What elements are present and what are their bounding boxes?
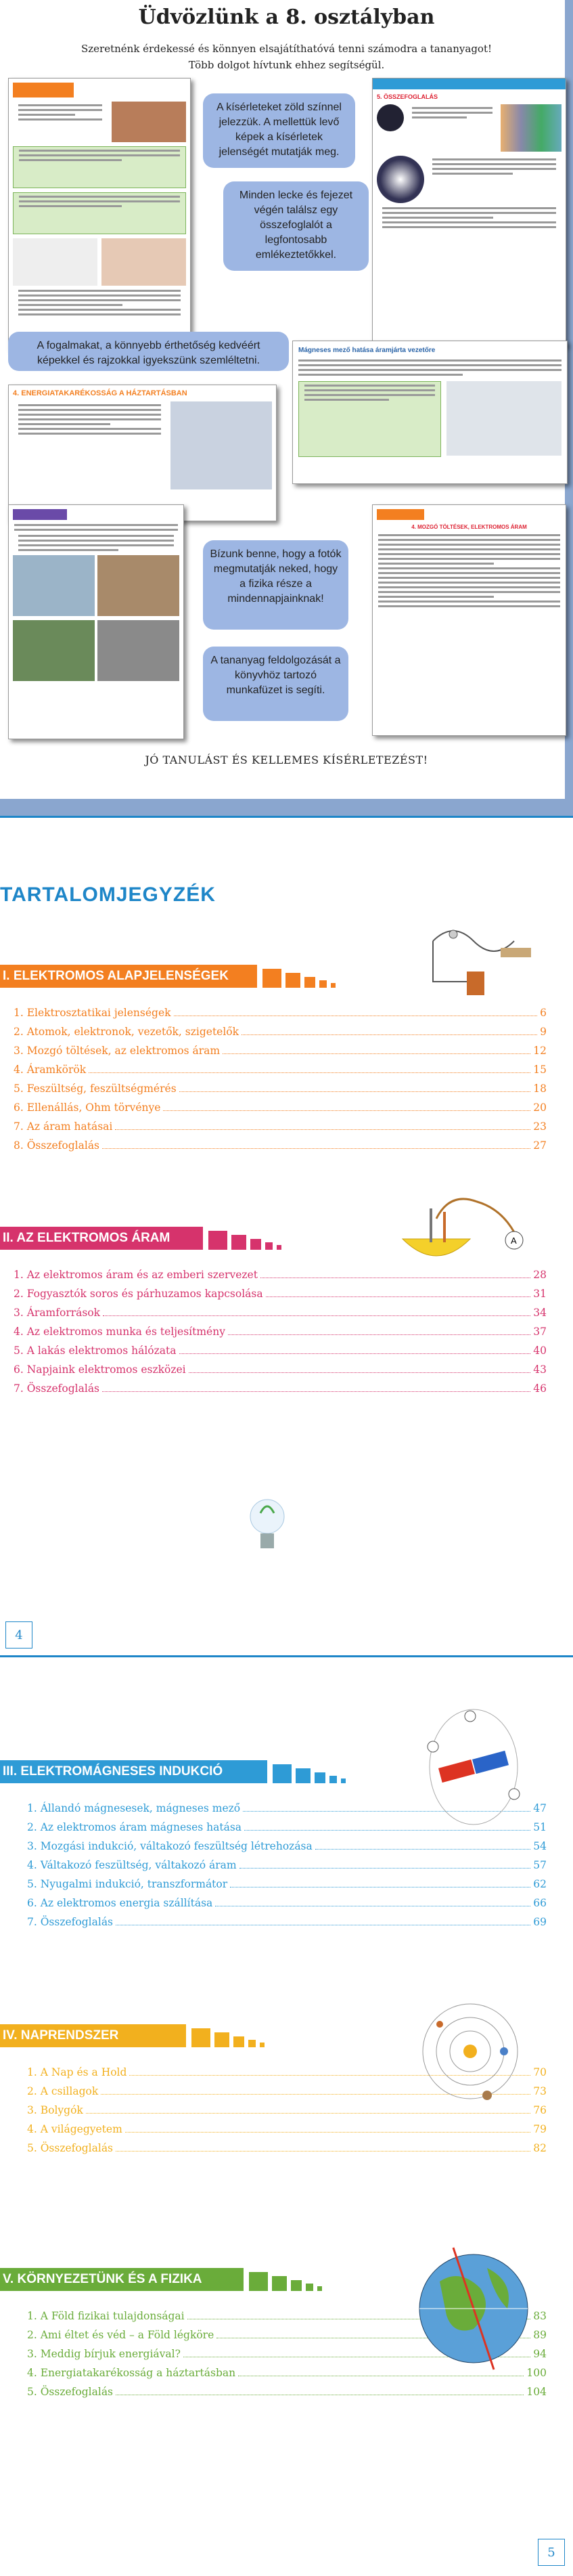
toc-entry-label: 4. Energiatakarékosság a háztartásban bbox=[27, 2367, 236, 2379]
toc-entry-page: 46 bbox=[533, 1382, 547, 1395]
toc-entry-label: 5. Feszültség, feszültségmérés bbox=[14, 1083, 177, 1095]
chapter-heading: III. ELEKTROMÁGNESES INDUKCIÓ bbox=[0, 1760, 267, 1783]
thumbnail-energy-page bbox=[8, 385, 277, 521]
decorative-square bbox=[291, 2280, 302, 2291]
thumb-summary-title: 5. ÖSSZEFOGLALÁS bbox=[377, 93, 438, 100]
toc-dot-leader bbox=[239, 1858, 531, 1869]
toc-entry[interactable] bbox=[14, 1324, 547, 1339]
decorative-square bbox=[329, 1776, 337, 1783]
info-bubble-workbook: A tananyag feldolgozását a könyvhöz tartozó munkafüzet is segíti. bbox=[203, 647, 348, 721]
info-bubble-concepts: A fogalmakat, a könnyebb érthetőség kedvéért képekkel és rajzokkal igyekszünk szemléltetni. bbox=[8, 332, 289, 371]
chapter-heading: V. KÖRNYEZETÜNK ÉS A FIZIKA bbox=[0, 2268, 244, 2291]
toc-entry-page: 62 bbox=[533, 1878, 547, 1890]
svg-text:A: A bbox=[511, 1236, 517, 1246]
toc-entry[interactable] bbox=[27, 1877, 547, 1892]
toc-entry-label: 1. Az elektromos áram és az emberi szervezet bbox=[14, 1269, 258, 1281]
decorative-square bbox=[233, 2036, 244, 2047]
page-number-right: 5 bbox=[538, 2539, 565, 2566]
toc-entry-page: 51 bbox=[533, 1821, 547, 1833]
toc-entry-label: 3. Meddig bírjuk energiával? bbox=[27, 2348, 181, 2360]
toc-entry-label: 7. Az áram hatásai bbox=[14, 1120, 113, 1133]
toc-entry-page: 47 bbox=[533, 1802, 547, 1814]
toc-entry-page: 104 bbox=[526, 2386, 547, 2398]
chapter-heading: II. AZ ELEKTROMOS ÁRAM bbox=[0, 1227, 203, 1250]
toc-entry[interactable] bbox=[14, 1119, 547, 1134]
decorative-square bbox=[262, 969, 281, 988]
toc-dot-leader bbox=[230, 1877, 530, 1887]
toc-dot-leader bbox=[242, 1024, 537, 1035]
info-bubble-experiments: A kísérleteket zöld színnel jelezzük. A mellettük levő képek a kísérletek jelenségét mutatják meg. bbox=[203, 93, 355, 168]
page-title: Üdvözlünk a 8. osztályban bbox=[138, 5, 435, 29]
toc-entry-page: 6 bbox=[540, 1007, 547, 1019]
toc-entry-label: 7. Összefoglalás bbox=[27, 1916, 114, 1928]
toc-entry-page: 70 bbox=[533, 2066, 547, 2078]
decorative-square bbox=[341, 1778, 346, 1783]
toc-entry-label: 1. Elektrosztatikai jelenségek bbox=[14, 1007, 171, 1019]
toc-entry[interactable] bbox=[14, 1043, 547, 1058]
toc-entry-label: 1. A Föld fizikai tulajdonságai bbox=[27, 2310, 185, 2322]
toc-entry-label: 8. Összefoglalás bbox=[14, 1139, 100, 1152]
toc-entry-label: 1. A Nap és a Hold bbox=[27, 2066, 127, 2078]
toc-entry[interactable] bbox=[14, 1362, 547, 1377]
thumb-circuit-title: 4. MOZGÓ TÖLTÉSEK, ELEKTROMOS ÁRAM bbox=[411, 524, 527, 530]
toc-dot-leader bbox=[174, 1005, 538, 1016]
toc-dot-leader bbox=[125, 2122, 530, 2133]
toc-entry-page: 43 bbox=[533, 1363, 547, 1376]
thumb-experiment-box bbox=[13, 146, 186, 188]
globe-illustration bbox=[413, 2241, 534, 2376]
toc-dot-leader bbox=[179, 1081, 531, 1092]
toc-entry-page: 66 bbox=[533, 1897, 547, 1909]
toc-entry[interactable] bbox=[14, 1005, 547, 1020]
decorative-square bbox=[306, 2284, 313, 2291]
toc-entry-label: 3. Mozgó töltések, az elektromos áram bbox=[14, 1045, 221, 1057]
toc-dot-leader bbox=[116, 2141, 530, 2152]
thumbnail-workbook-page bbox=[372, 504, 566, 736]
toc-entry-label: 5. A lakás elektromos hálózata bbox=[14, 1345, 177, 1357]
decorative-square bbox=[248, 2040, 256, 2047]
decorative-square bbox=[285, 973, 300, 988]
toc-entry[interactable] bbox=[27, 1915, 547, 1929]
decorative-square bbox=[265, 1242, 273, 1250]
decorative-square bbox=[272, 2276, 287, 2291]
toc-entry[interactable] bbox=[27, 2141, 547, 2156]
decorative-square bbox=[331, 983, 336, 988]
decorative-square bbox=[214, 2032, 229, 2047]
toc-entry-page: 34 bbox=[533, 1307, 547, 1319]
toc-dot-leader bbox=[266, 1286, 531, 1297]
decorative-square bbox=[315, 1772, 325, 1783]
toc-entry-page: 27 bbox=[533, 1139, 547, 1152]
toc-entry-label: 4. Váltakozó feszültség, váltakozó áram bbox=[27, 1859, 237, 1871]
toc-entry[interactable] bbox=[27, 1839, 547, 1854]
thumbnail-magnet-page bbox=[292, 341, 568, 484]
decorative-square bbox=[191, 2028, 210, 2047]
thumbnail-experiment-page bbox=[8, 78, 191, 350]
toc-entry-page: 100 bbox=[526, 2367, 547, 2379]
toc-entry[interactable] bbox=[14, 1138, 547, 1153]
toc-entry-page: 18 bbox=[533, 1083, 547, 1095]
toc-dot-leader bbox=[103, 1305, 530, 1316]
toc-dot-leader bbox=[228, 1324, 530, 1335]
thumb-chapter-tag bbox=[13, 83, 74, 97]
decorative-square bbox=[273, 1764, 292, 1783]
thumb-experiment-box bbox=[13, 192, 186, 234]
toc-dot-leader bbox=[189, 1362, 531, 1373]
decorative-square bbox=[296, 1768, 311, 1783]
thumb-photo bbox=[112, 102, 186, 142]
circuit-illustration bbox=[413, 914, 548, 1002]
toc-entry-label: 5. Nyugalmi indukció, transzformátor bbox=[27, 1878, 228, 1890]
toc-entry-label: 4. Az elektromos munka és teljesítmény bbox=[14, 1326, 225, 1338]
toc-dot-leader bbox=[163, 1100, 530, 1111]
info-bubble-summary: Minden lecke és fejezet végén találsz egy összefoglalót a legfontosabb emlékeztetőkkel. bbox=[223, 181, 369, 271]
chapter-heading: I. ELEKTROMOS ALAPJELENSÉGEK bbox=[0, 965, 257, 988]
toc-entry-label: 3. Bolygók bbox=[27, 2104, 83, 2116]
toc-entry-page: 57 bbox=[533, 1859, 547, 1871]
decorative-square bbox=[317, 2286, 322, 2291]
lemon-battery-illustration bbox=[389, 1178, 531, 1280]
toc-entry-label: 1. Állandó mágnesesek, mágneses mező bbox=[27, 1802, 241, 1814]
toc-entry-page: 31 bbox=[533, 1288, 547, 1300]
solar-system-illustration bbox=[413, 1997, 528, 2105]
thumbnail-summary-page bbox=[372, 78, 566, 347]
toc-dot-leader bbox=[116, 1915, 530, 1925]
decorative-square bbox=[260, 2043, 265, 2047]
toc-dot-leader bbox=[179, 1343, 531, 1354]
toc-entry-page: 23 bbox=[533, 1120, 547, 1133]
toc-entry-label: 7. Összefoglalás bbox=[14, 1382, 100, 1395]
toc-dot-leader bbox=[102, 1138, 530, 1149]
thumb-magnet-title: Mágneses mező hatása áramjárta vezetőre bbox=[298, 347, 436, 354]
toc-entry-label: 2. Ami éltet és véd – a Föld légköre bbox=[27, 2329, 214, 2341]
toc-entry-label: 2. Fogyasztók soros és párhuzamos kapcsolása bbox=[14, 1288, 263, 1300]
toc-entry-label: 6. Ellenállás, Ohm törvénye bbox=[14, 1101, 161, 1114]
toc-entry-page: 73 bbox=[533, 2085, 547, 2097]
toc-entry-label: 6. Az elektromos energia szállítása bbox=[27, 1897, 213, 1909]
toc-entry-page: 28 bbox=[533, 1269, 547, 1281]
toc-entry[interactable] bbox=[14, 1286, 547, 1301]
decorative-square bbox=[231, 1235, 246, 1250]
toc-entry-page: 9 bbox=[540, 1026, 547, 1038]
toc-entry-label: 5. Összefoglalás bbox=[27, 2386, 114, 2398]
toc-entry-label: 4. Áramkörök bbox=[14, 1064, 87, 1076]
toc-entry[interactable] bbox=[14, 1100, 547, 1115]
toc-entry-page: 79 bbox=[533, 2123, 547, 2135]
decorative-square bbox=[249, 2272, 268, 2291]
toc-entry-page: 20 bbox=[533, 1101, 547, 1114]
toc-entry-label: 2. A csillagok bbox=[27, 2085, 99, 2097]
intro-page bbox=[0, 0, 573, 816]
toc-entry-page: 40 bbox=[533, 1345, 547, 1357]
thumbnail-photo-page bbox=[8, 504, 184, 739]
toc-dot-leader bbox=[223, 1043, 530, 1054]
toc-entry-label: 2. Atomok, elektronok, vezetők, szigetelők bbox=[14, 1026, 239, 1038]
toc-entry-page: 69 bbox=[533, 1916, 547, 1928]
toc-entry-page: 89 bbox=[533, 2329, 547, 2341]
closing-text: JÓ TANULÁST ÉS KELLEMES KÍSÉRLETEZÉST! bbox=[145, 754, 428, 766]
toc-entry[interactable] bbox=[14, 1305, 547, 1320]
toc-entry-page: 76 bbox=[533, 2104, 547, 2116]
chapter-heading: IV. NAPRENDSZER bbox=[0, 2024, 186, 2047]
toc-entry-label: 2. Az elektromos áram mágneses hatása bbox=[27, 1821, 242, 1833]
decorative-square bbox=[319, 980, 327, 988]
toc-title: TARTALOMJEGYZÉK bbox=[0, 883, 216, 906]
toc-entry-page: 37 bbox=[533, 1326, 547, 1338]
toc-entry[interactable] bbox=[27, 1858, 547, 1873]
toc-entry-label: 5. Összefoglalás bbox=[27, 2142, 114, 2154]
toc-entry-page: 15 bbox=[533, 1064, 547, 1076]
toc-dot-leader bbox=[89, 1062, 530, 1073]
decorative-square bbox=[208, 1231, 227, 1250]
toc-entry-label: 3. Áramforrások bbox=[14, 1307, 101, 1319]
decorative-square bbox=[277, 1245, 281, 1250]
toc-dot-leader bbox=[116, 2384, 524, 2395]
thumb-energy-title: 4. ENERGIATAKARÉKOSSÁG A HÁZTARTÁSBAN bbox=[13, 389, 187, 397]
toc-entry-page: 83 bbox=[533, 2310, 547, 2322]
toc-dot-leader bbox=[115, 1119, 530, 1130]
toc-entry[interactable] bbox=[14, 1081, 547, 1096]
toc-entry-page: 54 bbox=[533, 1840, 547, 1852]
page-subtitle: Szeretnénk érdekessé és könnyen elsajátíthatóvá tenni számodra a tananyagot! Több dolgot hívtunk ehhez segítségül. bbox=[81, 43, 492, 71]
toc-entry-page: 94 bbox=[533, 2348, 547, 2360]
toc-entry[interactable] bbox=[27, 2384, 547, 2399]
toc-dot-leader bbox=[215, 1896, 530, 1906]
toc-entry-label: 3. Mozgási indukció, váltakozó feszültség létrehozása bbox=[27, 1840, 313, 1852]
toc-entry[interactable] bbox=[27, 1896, 547, 1911]
toc-entry-label: 6. Napjaink elektromos eszközei bbox=[14, 1363, 186, 1376]
page-bottom-band bbox=[0, 799, 573, 816]
toc-entry[interactable] bbox=[14, 1381, 547, 1396]
page-number-left: 4 bbox=[5, 1621, 32, 1649]
toc-entry-label: 4. A világegyetem bbox=[27, 2123, 122, 2135]
toc-entry[interactable] bbox=[14, 1024, 547, 1039]
toc-entry-page: 82 bbox=[533, 2142, 547, 2154]
toc-entry[interactable] bbox=[14, 1343, 547, 1358]
toc-dot-leader bbox=[102, 1381, 530, 1392]
light-bulb-illustration bbox=[240, 1493, 294, 1560]
decorative-square bbox=[250, 1239, 261, 1250]
toc-entry[interactable] bbox=[14, 1062, 547, 1077]
decorative-square bbox=[304, 977, 315, 988]
toc-entry[interactable] bbox=[27, 2122, 547, 2137]
toc-dot-leader bbox=[315, 1839, 531, 1850]
magnet-field-illustration bbox=[406, 1699, 534, 1835]
info-bubble-photos: Bízunk benne, hogy a fotók megmutatják neked, hogy a fizika része a mindennapjainknak! bbox=[203, 540, 348, 630]
toc-entry-page: 12 bbox=[533, 1045, 547, 1057]
